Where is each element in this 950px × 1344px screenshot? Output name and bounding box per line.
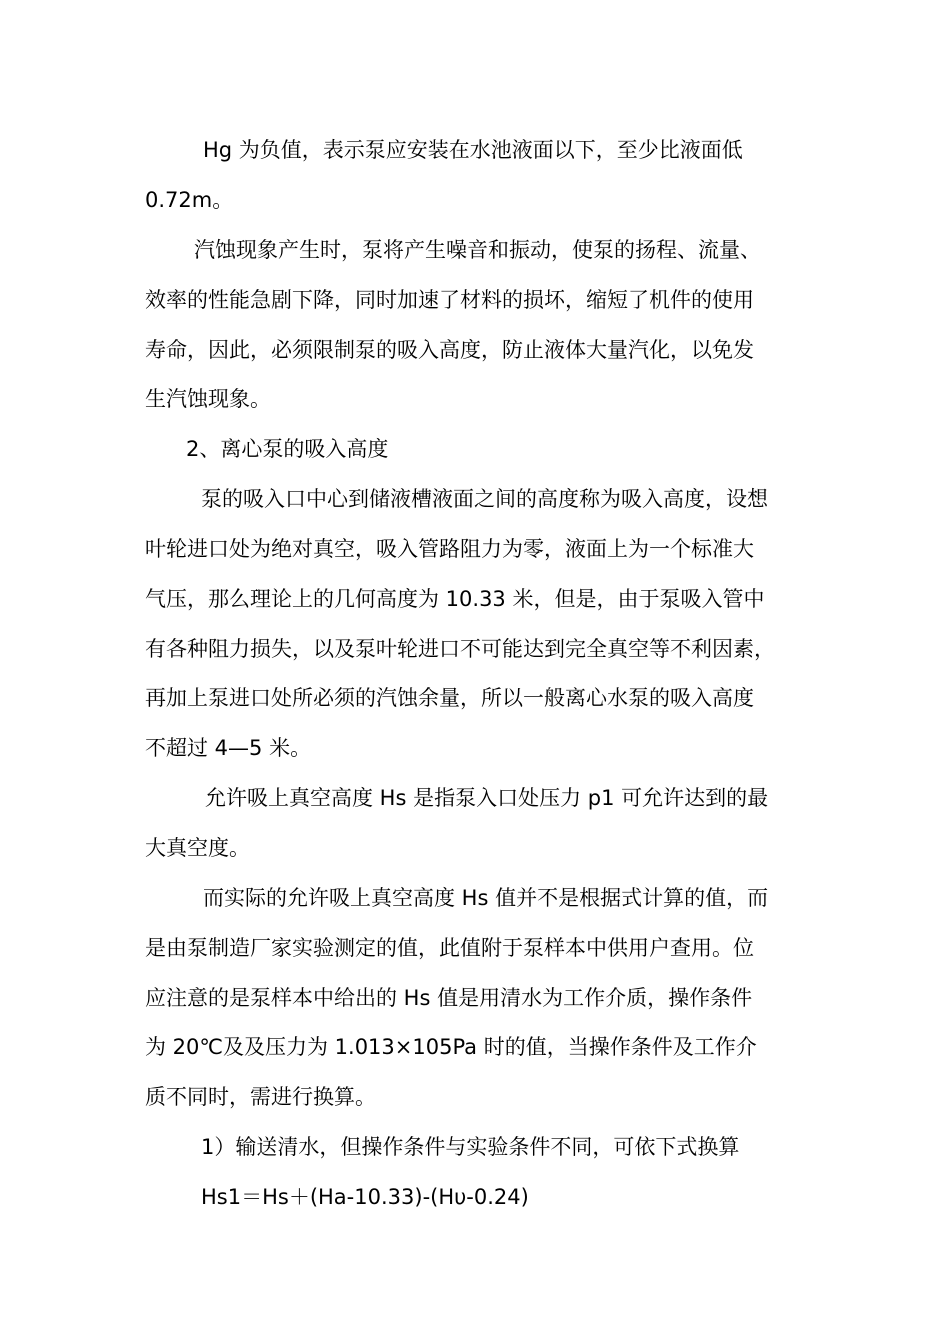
text-line: 为 20℃及及压力为 1.013×105Pa 时的值，当操作条件及工作介 bbox=[145, 1035, 757, 1059]
text-line: 应注意的是泵样本中给出的 Hs 值是用清水为工作介质，操作条件 bbox=[145, 986, 753, 1010]
text-line: 气压，那么理论上的几何高度为 10.33 米，但是，由于泵吸入管中 bbox=[145, 587, 765, 611]
text-line: 而实际的允许吸上真空高度 Hs 值并不是根据式计算的值，而 bbox=[203, 886, 769, 910]
text-line: 寿命，因此，必须限制泵的吸入高度，防止液体大量汽化，以免发 bbox=[145, 338, 754, 362]
text-line: 1）输送清水，但操作条件与实验条件不同，可依下式换算 bbox=[201, 1135, 740, 1159]
text-line: 质不同时，需进行换算。 bbox=[145, 1085, 376, 1109]
formula-text: Hs1＝Hs＋(Ha-10.33)-(Hυ-0.24) bbox=[201, 1185, 529, 1209]
text-line: 允许吸上真空高度 Hs 是指泵入口处压力 p1 可允许达到的最 bbox=[205, 786, 769, 810]
text-line: 叶轮进口处为绝对真空，吸入管路阻力为零，液面上为一个标准大 bbox=[145, 537, 754, 561]
text-line: 0.72m。 bbox=[145, 188, 234, 212]
text-line: 生汽蚀现象。 bbox=[145, 387, 271, 411]
text-line: 有各种阻力损失，以及泵叶轮进口不可能达到完全真空等不利因素， bbox=[145, 637, 775, 661]
text-line: Hg 为负值，表示泵应安装在水池液面以下，至少比液面低 bbox=[203, 138, 743, 162]
text-line: 是由泵制造厂家实验测定的值，此值附于泵样本中供用户查用。位 bbox=[145, 936, 754, 960]
text-line: 泵的吸入口中心到储液槽液面之间的高度称为吸入高度，设想 bbox=[201, 487, 768, 511]
text-line: 效率的性能急剧下降，同时加速了材料的损坏，缩短了机件的使用 bbox=[145, 288, 754, 312]
text-line: 汽蚀现象产生时，泵将产生噪音和振动，使泵的扬程、流量、 bbox=[194, 238, 761, 262]
text-line: 2、离心泵的吸入高度 bbox=[186, 437, 389, 461]
text-line: 再加上泵进口处所必须的汽蚀余量，所以一般离心水泵的吸入高度 bbox=[145, 686, 754, 710]
text-line: 大真空度。 bbox=[145, 836, 250, 860]
text-line: 不超过 4—5 米。 bbox=[145, 736, 312, 760]
